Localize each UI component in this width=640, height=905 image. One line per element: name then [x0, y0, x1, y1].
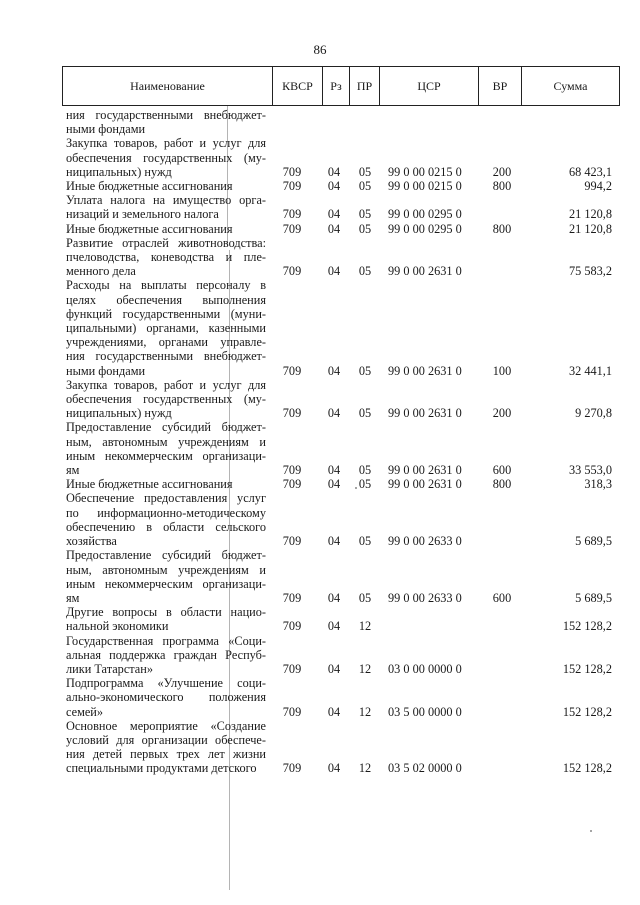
row-name [66, 477, 266, 491]
cell-rz: 04 [327, 619, 341, 634]
row-name [66, 136, 266, 179]
cell-vr: 600 [492, 463, 512, 478]
header-sum: Сумма [553, 79, 588, 93]
row-name-line: ниципальных) нужд [66, 406, 172, 421]
cell-pr: 05 [358, 406, 372, 421]
row-name [66, 278, 266, 377]
cell-pr: 05 [358, 463, 372, 478]
cell-csr: 99 0 00 0295 0 [388, 207, 462, 222]
cell-sum: 318,3 [584, 477, 612, 492]
row-name-line: Закупка товаров, работ и услуг для [66, 136, 266, 151]
table-row [0, 193, 640, 221]
row-name-line: Государственная программа «Соци- [66, 633, 266, 648]
cell-kvsr: 709 [282, 221, 302, 236]
header-csr: ЦСР [380, 67, 479, 105]
cell-sum: 994,2 [584, 179, 612, 194]
cell-csr: 99 0 00 2631 0 [388, 363, 462, 378]
cell-csr: 03 0 00 0000 0 [388, 661, 462, 676]
header-rz: Рз [323, 67, 350, 105]
row-name-line: Предоставление субсидий бюджет- [66, 548, 266, 563]
cell-rz: 04 [327, 761, 341, 776]
row-name [66, 676, 266, 719]
table-row [0, 136, 640, 179]
row-name [66, 179, 266, 193]
row-name [66, 605, 266, 633]
row-name-line: ципальными) органами, казенными [66, 321, 266, 336]
table-row [0, 477, 640, 491]
row-name-line: функций государственными (муни- [66, 306, 266, 321]
cell-vr: 600 [492, 590, 512, 605]
cell-csr: 99 0 00 0215 0 [388, 179, 462, 194]
cell-rz: 04 [327, 704, 341, 719]
cell-sum: 152 128,2 [562, 619, 612, 634]
row-name-line: Иные бюджетные ассигнования [66, 221, 233, 236]
row-name [66, 420, 266, 477]
row-name [66, 548, 266, 605]
header-name: Наименование [63, 67, 273, 105]
cell-kvsr: 709 [282, 761, 302, 776]
cell-sum: 152 128,2 [562, 704, 612, 719]
cell-kvsr: 709 [282, 590, 302, 605]
cell-kvsr: 709 [282, 619, 302, 634]
cell-rz: 04 [327, 221, 341, 236]
row-name-line: ными фондами [66, 363, 146, 378]
table-row [0, 378, 640, 421]
row-name-line: Предоставление субсидий бюджет- [66, 420, 266, 435]
table-header [62, 66, 620, 106]
cell-kvsr: 709 [282, 463, 302, 478]
row-name-line: нальной экономики [66, 619, 169, 634]
row-name [66, 378, 266, 421]
cell-pr: 05 [358, 207, 372, 222]
row-name-line: Обеспечение предоставления услуг [66, 491, 266, 506]
row-name-line: по информационно-методическому [66, 505, 266, 520]
row-name-line: семей» [66, 704, 104, 719]
cell-sum: 152 128,2 [562, 661, 612, 676]
row-name-line: альная поддержка граждан Респуб- [66, 647, 266, 662]
table-row [0, 179, 640, 193]
row-name-line: Иные бюджетные ассигнования [66, 179, 233, 194]
table-row [0, 491, 640, 548]
table-row [0, 605, 640, 633]
row-name-line: обеспечению в области сельского [66, 519, 266, 534]
row-name-line: Иные бюджетные ассигнования [66, 477, 233, 492]
cell-vr: 200 [492, 164, 512, 179]
row-name-line: ям [66, 463, 80, 478]
cell-pr: 12 [358, 661, 372, 676]
cell-csr: 99 0 00 2633 0 [388, 590, 462, 605]
cell-sum: 75 583,2 [568, 264, 612, 279]
cell-rz: 04 [327, 477, 341, 492]
cell-pr: 05 [358, 264, 372, 279]
row-name [66, 634, 266, 677]
header-pr: ПР [350, 67, 380, 105]
cell-rz: 04 [327, 179, 341, 194]
row-name [66, 719, 266, 776]
cell-pr: 05 [358, 363, 372, 378]
row-name-line: ния детей первых трех лет жизни [66, 747, 266, 762]
cell-pr: 05 [358, 164, 372, 179]
row-name-line: Уплата налога на имущество орга- [66, 193, 266, 208]
cell-rz: 04 [327, 463, 341, 478]
cell-sum: 9 270,8 [575, 406, 612, 421]
row-name-line: целях обеспечения выполнения [66, 292, 266, 307]
cell-rz: 04 [327, 661, 341, 676]
table-row [0, 676, 640, 719]
row-name-line: ным, автономным учреждениям и [66, 562, 266, 577]
cell-kvsr: 709 [282, 661, 302, 676]
row-name-line: ния государственными внебюджет- [66, 349, 266, 364]
row-name-line: иным некоммерческим организаци- [66, 448, 266, 463]
row-name-line: ными фондами [66, 122, 146, 137]
row-name-line: хозяйства [66, 534, 117, 549]
row-name-line: Закупка товаров, работ и услуг для [66, 377, 266, 392]
table-row [0, 548, 640, 605]
cell-csr: 03 5 02 0000 0 [388, 761, 462, 776]
cell-csr: 99 0 00 2631 0 [388, 477, 462, 492]
cell-rz: 04 [327, 363, 341, 378]
cell-sum: 5 689,5 [575, 590, 612, 605]
row-name-line: Подпрограмма «Улучшение соци- [66, 676, 266, 691]
cell-vr: 800 [492, 179, 512, 194]
cell-kvsr: 709 [282, 363, 302, 378]
cell-csr: 99 0 00 2631 0 [388, 264, 462, 279]
cell-sum: 152 128,2 [562, 761, 612, 776]
row-name-line: ям [66, 590, 80, 605]
cell-sum: 21 120,8 [568, 207, 612, 222]
cell-rz: 04 [327, 164, 341, 179]
cell-kvsr: 709 [282, 704, 302, 719]
cell-sum: 32 441,1 [568, 363, 612, 378]
row-name-line: низаций и земельного налога [66, 207, 219, 222]
cell-pr: 12 [358, 704, 372, 719]
cell-kvsr: 709 [282, 264, 302, 279]
table-body [0, 108, 640, 776]
row-name-line: Другие вопросы в области нацио- [66, 605, 266, 620]
row-name-line: учреждениями, органами управле- [66, 335, 266, 350]
cell-rz: 04 [327, 406, 341, 421]
cell-kvsr: 709 [282, 207, 302, 222]
row-name-line: менного дела [66, 264, 136, 279]
cell-pr: 05 [358, 534, 372, 549]
cell-csr: 99 0 00 2631 0 [388, 463, 462, 478]
cell-pr: 05 [358, 590, 372, 605]
row-name-line: Основное мероприятие «Создание [66, 718, 266, 733]
cell-kvsr: 709 [282, 164, 302, 179]
table-row [0, 278, 640, 377]
cell-vr: 200 [492, 406, 512, 421]
cell-sum: 5 689,5 [575, 534, 612, 549]
table-row [0, 222, 640, 236]
row-name [66, 491, 266, 548]
row-name-line: пчеловодства, коневодства и пле- [66, 250, 266, 265]
cell-sum: 33 553,0 [568, 463, 612, 478]
cell-csr: 03 5 00 0000 0 [388, 704, 462, 719]
row-name-line: ально-экономического положения [66, 690, 266, 705]
header-kvsr: КВСР [273, 67, 323, 105]
header-vr: ВР [479, 67, 522, 105]
cell-rz: 04 [327, 590, 341, 605]
row-name-line: Расходы на выплаты персоналу в [66, 278, 266, 293]
row-name-line: ным, автономным учреждениям и [66, 434, 266, 449]
row-name-line: обеспечения государственных (му- [66, 150, 266, 165]
cell-vr: 800 [492, 477, 512, 492]
cell-kvsr: 709 [282, 179, 302, 194]
cell-csr: 99 0 00 2631 0 [388, 406, 462, 421]
row-name [66, 222, 266, 236]
row-name-line: специальными продуктами детского [66, 761, 257, 776]
row-name-line: Развитие отраслей животноводства: [66, 235, 266, 250]
row-name-line: ния государственными внебюджет- [66, 108, 266, 122]
cell-vr: 100 [492, 363, 512, 378]
row-name [66, 236, 266, 279]
cell-rz: 04 [327, 534, 341, 549]
cell-pr: 12 [358, 619, 372, 634]
cell-kvsr: 709 [282, 477, 302, 492]
table-row [0, 236, 640, 279]
cell-sum: 68 423,1 [568, 164, 612, 179]
cell-kvsr: 709 [282, 534, 302, 549]
row-name [66, 108, 266, 136]
table-row [0, 719, 640, 776]
row-name-line: иным некоммерческим организаци- [66, 576, 266, 591]
cell-vr: 800 [492, 221, 512, 236]
cell-rz: 04 [327, 207, 341, 222]
scan-speck [590, 830, 592, 832]
cell-pr: 12 [358, 761, 372, 776]
cell-rz: 04 [327, 264, 341, 279]
row-name-line: условий для организации обеспече- [66, 732, 266, 747]
table-row [0, 108, 640, 136]
cell-csr: 99 0 00 2633 0 [388, 534, 462, 549]
cell-pr: 05 [358, 179, 372, 194]
cell-pr: 05 [358, 477, 372, 492]
cell-kvsr: 709 [282, 406, 302, 421]
page-number: 86 [313, 42, 327, 57]
row-name-line: ниципальных) нужд [66, 164, 172, 179]
row-name [66, 193, 266, 221]
row-name-line: лики Татарстан» [66, 661, 153, 676]
row-name-line: обеспечения государственных (му- [66, 392, 266, 407]
table-row [0, 420, 640, 477]
cell-csr: 99 0 00 0295 0 [388, 221, 462, 236]
cell-pr: 05 [358, 221, 372, 236]
table-row [0, 634, 640, 677]
cell-csr: 99 0 00 0215 0 [388, 164, 462, 179]
cell-sum: 21 120,8 [568, 221, 612, 236]
